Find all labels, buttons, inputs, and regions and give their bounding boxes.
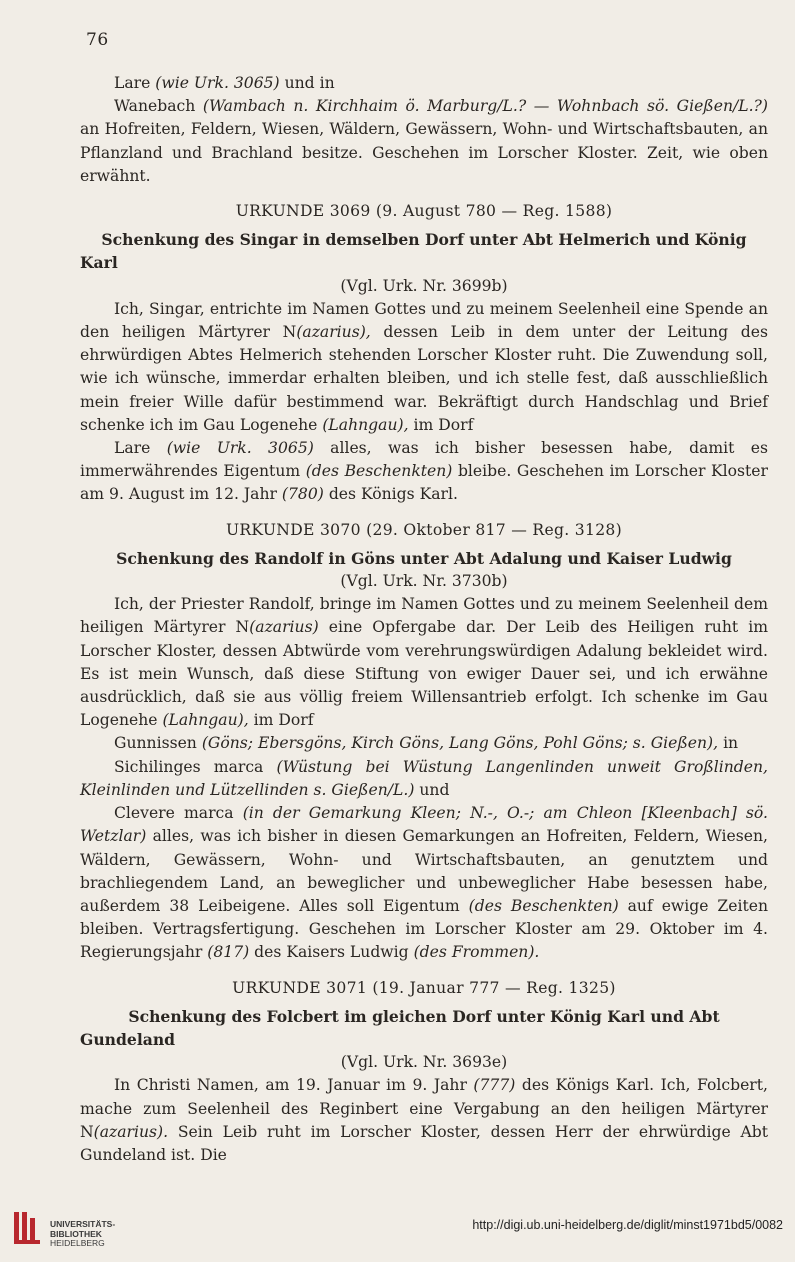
paragraph: In Christi Namen, am 19. Januar im 9. Jahr (777) des Königs Karl. Ich, Folcbert, mache zum Seelenheil des Reginbert eine Vergabung an den heiligen Märtyrer N(azarius). Sein Leib ruht im Lorscher Kloster, dessen Herr der ehrwürdige Abt Gundeland ist. Die [80, 1076, 768, 1164]
source-url[interactable]: http://digi.ub.uni-heidelberg.de/diglit/minst1971bd5/0082 [472, 1218, 783, 1232]
document-heading: Schenkung des Folcbert im gleichen Dorf unter König Karl und Abt Gundeland [80, 1006, 720, 1049]
footer [0, 1200, 795, 1262]
paragraph: Ich, Singar, entrichte im Namen Gottes und zu meinem Seelenheil eine Spende an den heiligen Märtyrer N(azarius), dessen Leib in dem unter der Leitung des ehrwürdigen Abtes Helmerich stehenden Lorscher Kloster ruht. Die Zuwendung soll, wie ich wünsche, immerdar erhalten bleiben, und ich stelle fest, daß ausschließlich mein freier Wille dafür bestimmend war. Bekräftigt durch Handschlag und Brief schenke ich im Gau Logenehe (Lahngau), im Dorf [80, 299, 768, 434]
document-reference: (Vgl. Urk. Nr. 3699b) [340, 276, 508, 295]
document-heading: Schenkung des Randolf in Göns unter Abt Adalung und Kaiser Ludwig [116, 548, 732, 568]
document-title: URKUNDE 3071 (19. Januar 777 — Reg. 1325) [232, 978, 616, 997]
heidelberg-library-logo-icon [12, 1208, 42, 1248]
document-heading: Schenkung des Singar in demselben Dorf unter Abt Helmerich und König Karl [80, 230, 747, 273]
paragraph: Sichilinges marca (Wüstung bei Wüstung Langenlinden unweit Großlinden, Kleinlinden und Lützellinden s. Gießen/L.) und [80, 757, 768, 799]
document-title: URKUNDE 3069 (9. August 780 — Reg. 1588) [235, 202, 613, 221]
paragraph: Lare (wie Urk. 3065) alles, was ich bisher besessen habe, damit es immerwährendes Eigentum (des Beschenkten) bleibe. Geschehen im Lorscher Kloster am 9. August im 12. Jahr (780) des Königs Karl. [80, 439, 768, 504]
paragraph: Ich, der Priester Randolf, bringe im Namen Gottes und zu meinem Seelenheil dem heiligen Märtyrer N(azarius) eine Opfergabe dar. Der Leib des Heiligen ruht im Lorscher Kloster, dessen Abtwürde vom verehrungswürdigen Adalung bekleidet wird. Es ist mein Wunsch, daß diese Stiftung von ewiger Dauer sei, und ich erwähne ausdrücklich, daß sie aus völlig freiem Willensantrieb erfolgt. Ich schenke im Gau Logenehe (Lahngau), im Dorf [80, 595, 769, 730]
paragraph: Lare (wie Urk. 3065) und in [114, 74, 335, 92]
paragraph: Gunnissen (Göns; Ebersgöns, Kirch Göns, Lang Göns, Pohl Göns; s. Gießen), in [114, 734, 739, 753]
document-reference: (Vgl. Urk. Nr. 3693e) [340, 1053, 508, 1072]
document-reference: (Vgl. Urk. Nr. 3730b) [340, 572, 508, 591]
page-text [80, 72, 768, 1167]
library-name: UNIVERSITÄTS- BIBLIOTHEK HEIDELBERG [50, 1219, 116, 1248]
paragraph: Clevere marca (in der Gemarkung Kleen; N.-, O.-; am Chleon [Kleenbach] sö. Wetzlar) alles, was ich bisher in diesen Gemarkungen an Hofreiten, Feldern, Wiesen, Wäldern, Gewässern, Wohn- und Wirtschaftsbauten, an genutztem und brachliegendem Land, an beweglicher und unbeweglicher Habe besessen habe, außerdem 38 Leibeigene. Alles soll Eigentum (des Beschenkten) auf ewige Zeiten bleiben. Vertragsfertigung. Geschehen im Lorscher Kloster am 29. Oktober im 4. Regierungsjahr (817) des Kaisers Ludwig (des Frommen). [80, 804, 768, 962]
paragraph: Wanebach (Wambach n. Kirchhaim ö. Marburg/L.? — Wohnbach sö. Gießen/L.?) an Hofreiten, Feldern, Wiesen, Wäldern, Gewässern, Wohn- und Wirtschaftsbauten, an Pflanzland und Brachland besitze. Geschehen im Lorscher Kloster. Zeit, wie oben erwähnt. [80, 97, 768, 185]
document-title: URKUNDE 3070 (29. Oktober 817 — Reg. 3128) [225, 520, 623, 539]
page-number: 76 [86, 30, 109, 50]
